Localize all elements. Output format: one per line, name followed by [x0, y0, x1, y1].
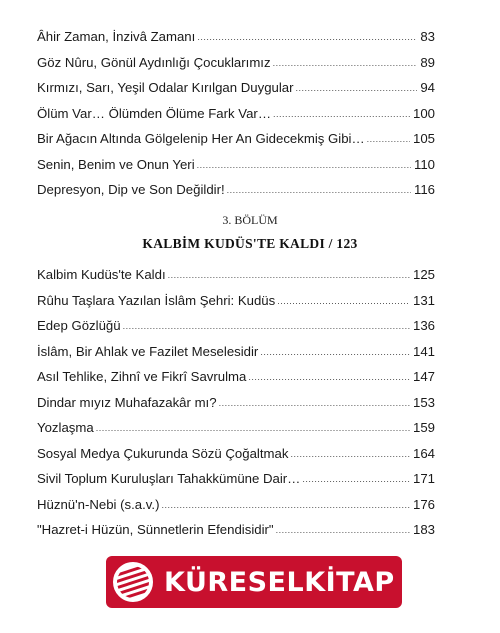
- toc-entry-page: 125: [412, 267, 435, 282]
- toc-entry-page: 116: [413, 182, 435, 197]
- dot-leader: [367, 135, 410, 144]
- toc-entry-page: 141: [412, 343, 435, 359]
- dot-leader: [248, 373, 410, 382]
- dot-leader: [302, 475, 410, 484]
- toc-entry-title: Depresyon, Dip ve Son Değildir!: [37, 182, 225, 197]
- toc-entry-title: Kırmızı, Sarı, Yeşil Odalar Kırılgan Duygular: [37, 80, 294, 95]
- toc-entry-title: Rûhu Taşlara Yazılan İslâm Şehri: Kudüs: [37, 292, 276, 308]
- toc-entry[interactable]: [37, 288, 435, 314]
- publisher-logo: [106, 556, 402, 608]
- dot-leader: [273, 59, 418, 68]
- toc-entry[interactable]: [37, 415, 435, 441]
- toc-entry-title: "Hazret-i Hüzün, Sünnetlerin Efendisidir": [37, 522, 274, 537]
- toc-entry[interactable]: [37, 101, 435, 127]
- toc-entry-page: 176: [412, 496, 435, 512]
- dot-leader: [168, 271, 410, 280]
- toc-entry-page: 147: [412, 369, 435, 384]
- toc-entry[interactable]: [37, 177, 435, 203]
- toc-entry-title: Sosyal Medya Çukurunda Sözü Çoğaltmak: [37, 445, 289, 461]
- globe-stripes-icon: [112, 561, 154, 603]
- toc-entry-page: 94: [420, 80, 435, 95]
- toc-entry-title: Âhir Zaman, İnzivâ Zamanı: [37, 29, 196, 44]
- toc-entry-title: Hüznü'n-Nebi (s.a.v.): [37, 496, 160, 512]
- toc-entry[interactable]: [37, 24, 435, 50]
- toc-entry-title: Göz Nûru, Gönül Aydınlığı Çocuklarımız: [37, 54, 271, 70]
- toc-list-part2: [37, 262, 435, 543]
- toc-entry-title: Edep Gözlüğü: [37, 318, 121, 333]
- toc-entry-page: 164: [412, 445, 435, 461]
- toc-entry[interactable]: [37, 441, 435, 467]
- toc-entry[interactable]: [37, 466, 435, 492]
- toc-entry-title: Kalbim Kudüs'te Kaldı: [37, 267, 166, 282]
- dot-leader: [290, 450, 410, 459]
- toc-entry-title: Senin, Benim ve Onun Yeri: [37, 156, 195, 172]
- dot-leader: [260, 348, 410, 357]
- toc-entry[interactable]: [37, 390, 435, 416]
- toc-entry-page: 110: [413, 156, 435, 172]
- publisher-name: KÜRESELKİTAP: [164, 566, 395, 598]
- dot-leader: [197, 33, 417, 42]
- toc-entry[interactable]: [37, 126, 435, 152]
- toc-entry[interactable]: [37, 313, 435, 339]
- dot-leader: [96, 424, 410, 433]
- toc-entry-page: 131: [412, 292, 435, 308]
- toc-entry-page: 83: [420, 29, 435, 44]
- toc-entry-page: 89: [420, 54, 435, 70]
- toc-entry-page: 171: [412, 471, 435, 486]
- toc-entry-page: 105: [412, 131, 435, 146]
- toc-entry[interactable]: [37, 262, 435, 288]
- toc-entry[interactable]: [37, 50, 435, 76]
- toc-list-part1: [37, 24, 435, 203]
- toc-entry-title: Ölüm Var… Ölümden Ölüme Fark Var…: [37, 105, 272, 121]
- dot-leader: [296, 84, 418, 93]
- section-title: KALBİM KUDÜS'TE KALDI / 123: [142, 236, 358, 251]
- toc-entry-page: 153: [412, 394, 435, 410]
- toc-entry-title: İslâm, Bir Ahlak ve Fazilet Meselesidir: [37, 343, 259, 359]
- dot-leader: [123, 322, 410, 331]
- toc-entry-title: Sivil Toplum Kuruluşları Tahakkümüne Dair…: [37, 471, 301, 486]
- toc-entry-title: Yozlaşma: [37, 420, 94, 435]
- section-label: 3. BÖLÜM: [222, 213, 278, 227]
- toc-entry-page: 159: [412, 420, 435, 435]
- dot-leader: [277, 297, 410, 306]
- dot-leader: [276, 526, 410, 535]
- toc-entry-title: Dindar mıyız Muhafazakâr mı?: [37, 394, 217, 410]
- toc-entry-title: Asıl Tehlike, Zihnî ve Fikrî Savrulma: [37, 369, 247, 384]
- toc-entry-page: 183: [412, 522, 435, 537]
- toc-entry-page: 136: [412, 318, 435, 333]
- toc-entry[interactable]: [37, 339, 435, 365]
- dot-leader: [273, 110, 410, 119]
- dot-leader: [197, 161, 411, 170]
- toc-entry-page: 100: [412, 105, 435, 121]
- dot-leader: [161, 501, 410, 510]
- dot-leader: [227, 186, 411, 195]
- toc-entry[interactable]: [37, 364, 435, 390]
- toc-entry[interactable]: [37, 517, 435, 543]
- toc-entry[interactable]: [37, 492, 435, 518]
- toc-entry[interactable]: [37, 75, 435, 101]
- toc-entry-title: Bir Ağacın Altında Gölgelenip Her An Gidecekmiş Gibi…: [37, 131, 365, 146]
- dot-leader: [219, 399, 410, 408]
- toc-entry[interactable]: [37, 152, 435, 178]
